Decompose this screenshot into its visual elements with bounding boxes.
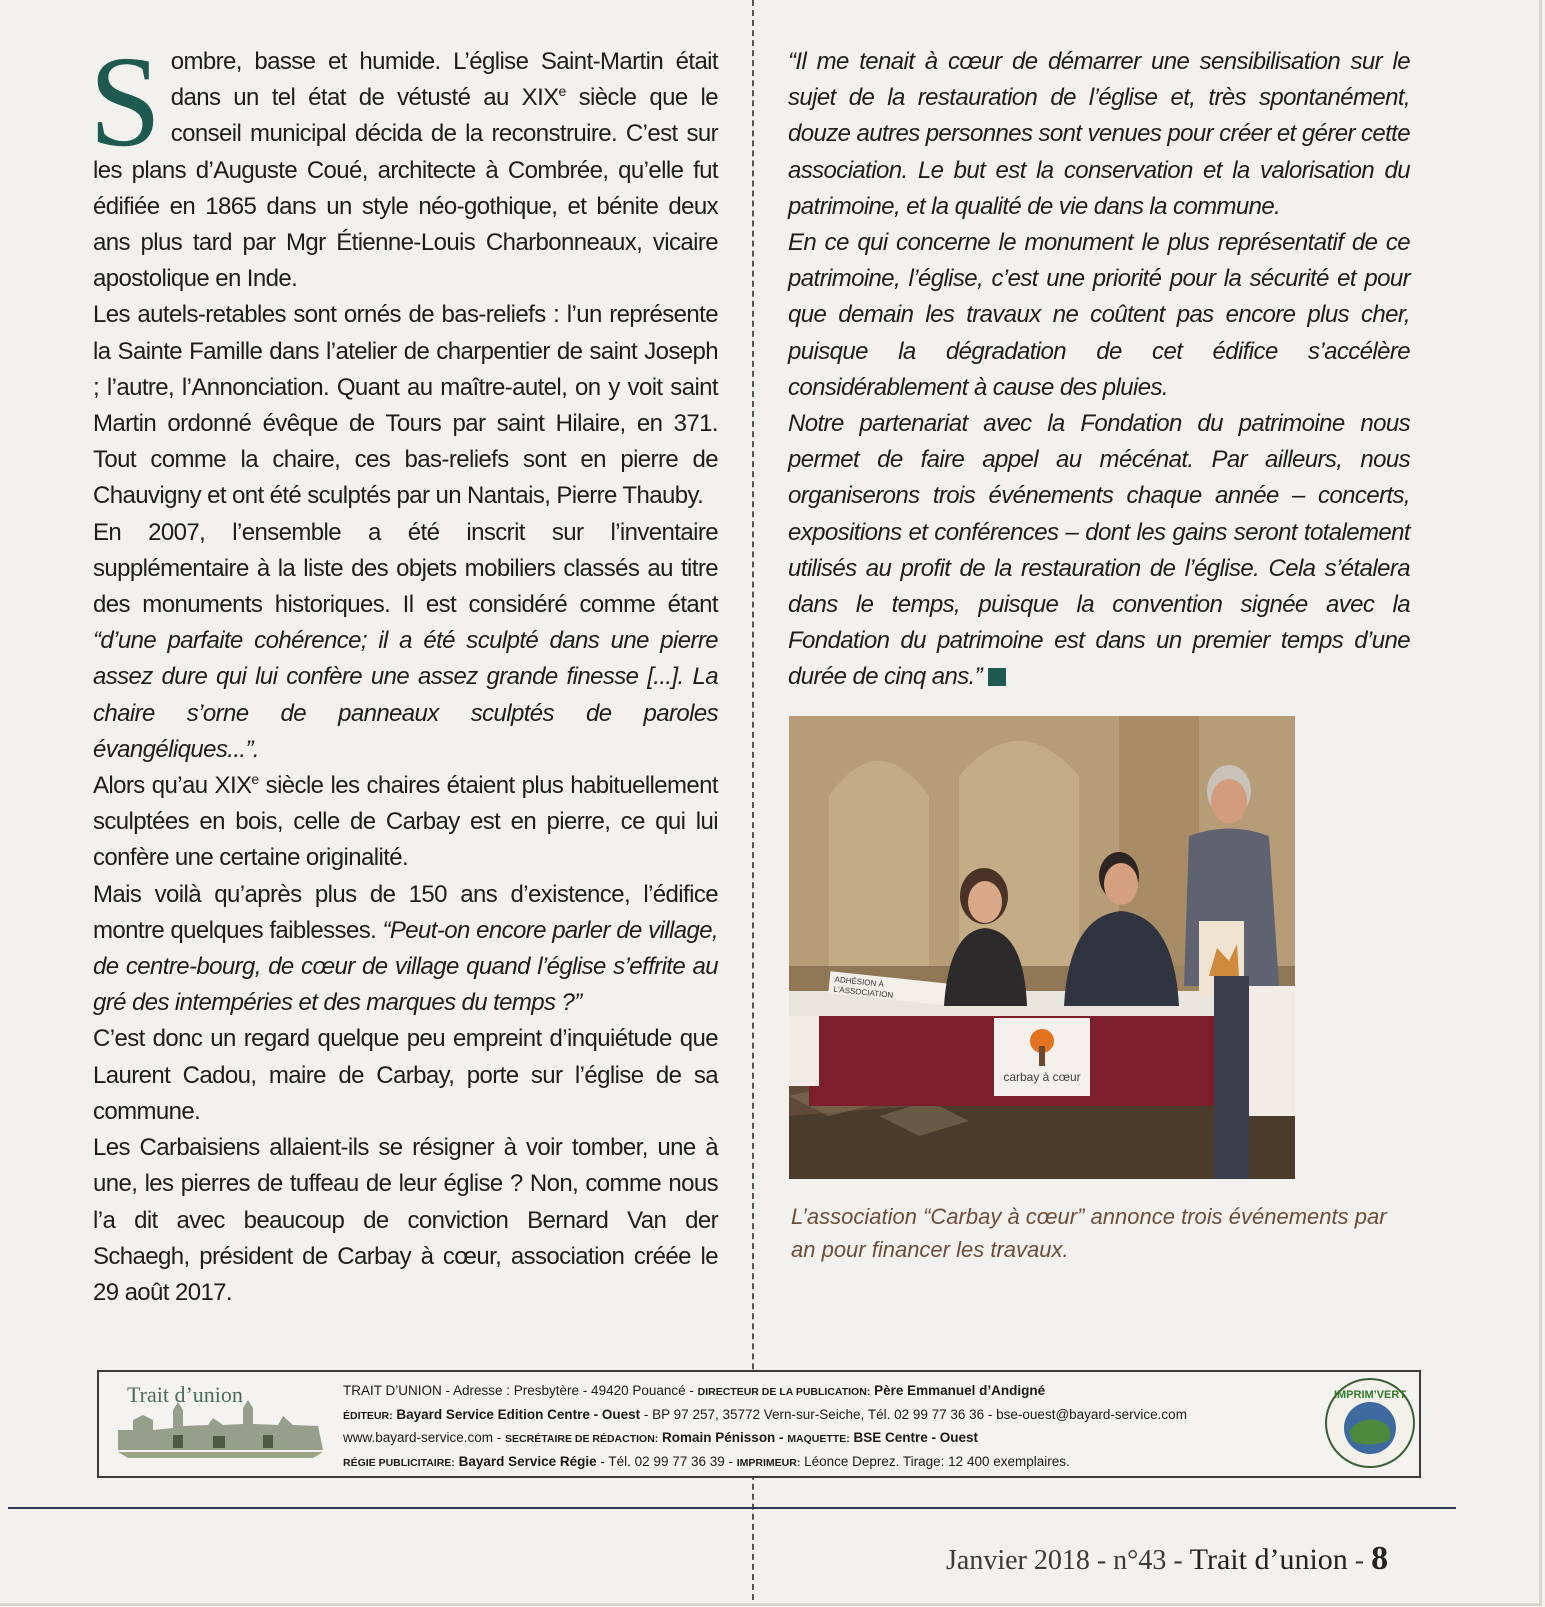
quote-paragraph-1: “Il me tenait à cœur de démarrer une sensibilisation sur le sujet de la restauration de l’église et, très spontanément, douze autres personnes sont venues pour créer et gérer cette association. Le but est la conservation et la valorisation du patrimoine, et la qualité de vie dans la commune. [788, 48, 1410, 220]
end-of-article-mark [988, 668, 1006, 686]
banner-text: carbay à cœur [1003, 1070, 1081, 1084]
paragraph-maire: C’est donc un regard quelque peu empreint d’inquiétude que Laurent Cadou, maire de Carbay, porte sur l’église de sa commune. [93, 1025, 718, 1125]
logo-text: Trait d’union [127, 1382, 243, 1407]
photo-caption: L’association “Carbay à cœur” annonce trois événements par an pour financer les travaux. [791, 1204, 1387, 1262]
page-number: 8 [1371, 1540, 1389, 1577]
bottom-rule [8, 1507, 1456, 1509]
imprint-line-1: TRAIT D’UNION - Adresse : Presbytère - 49420 Pouancé - DIRECTEUR DE LA PUBLICATION: Père Emmanuel d’Andigné [343, 1383, 1046, 1398]
article-right-column [788, 44, 1410, 696]
paragraph-inventaire: En 2007, l’ensemble a été inscrit sur l’inventaire supplémentaire à la liste des objets mobiliers classés au titre des monuments historiques. Il est considéré comme étant “d’une parfaite cohérence; il a été sculpté dans une pierre assez dure qui lui confère une assez grande finesse [...]. La chaire s’orne de panneaux sculptés de paroles évangéliques...”. [93, 518, 718, 763]
quote-inventaire: “d’une parfaite cohérence; il a été sculpté dans une pierre assez dure qui lui confère une assez grande finesse [...]. La chaire s’orne de panneaux sculptés de paroles évangéliques...”. [93, 627, 718, 763]
footer-date-issue: Janvier 2018 - n°43 [946, 1545, 1167, 1576]
paragraph-retables: Les autels-retables sont ornés de bas-reliefs : l’un représente la Sainte Famille dans l’atelier de charpentier de saint Joseph ; l’autre, l’Annonciation. Quant au maître-autel, on y voit saint Martin ordonné évêque de Tours par saint Hilaire, en 371. Tout comme la chaire, ces bas-reliefs sont en pierre de Chauvigny et ont été sculptés par un Nantais, Pierre Thauby. [93, 301, 718, 510]
imprint-line-3: www.bayard-service.com - SECRÉTAIRE DE RÉDACTION: Romain Pénisson - MAQUETTE: BSE Centre - Ouest [343, 1430, 979, 1445]
quote-village: “Peut-on encore parler de village, de centre-bourg, de cœur de village quand l’église s’effrite au gré des intempéries et des marques du temps ?” [93, 916, 719, 1017]
imprim-vert-icon [1323, 1376, 1417, 1470]
paragraph-intro: Sombre, basse et humide. L’église Saint-Martin était dans un tel état de vétusté au XIXe siècle que le conseil municipal décida de la reconstruire. C’est sur les plans d’Auguste Coué, architecte à Combrée, qu’elle fut édifiée en 1865 dans un style néo-gothique, et bénite deux ans plus tard par Mgr Étienne-Louis Charbonneaux, vicaire apostolique en Inde. [89, 30, 718, 293]
sign-text-1: ADHÉSION À [834, 974, 885, 989]
imprint-text [343, 1380, 1303, 1474]
paragraph-chaire: Alors qu’au XIXe siècle les chaires étaient plus habituellement sculptées en bois, celle de Carbay est en pierre, ce qui lui confère une certaine originalité. [93, 771, 718, 872]
photo-illustration [789, 716, 1295, 1179]
paragraph-faiblesses: Mais voilà qu’après plus de 150 ans d’existence, l’édifice montre quelques faiblesses. “Peut-on encore parler de village, de centre-bourg, de cœur de village quand l’église s’effrite au gré des intempéries et des marques du temps ?” [93, 880, 719, 1017]
column-divider [752, 0, 754, 1600]
quote-paragraph-2: En ce qui concerne le monument le plus représentatif de ce patrimoine, l’église, c’est une priorité pour la sécurité et pour que demain les travaux ne coûtent pas encore plus cher, puisque la dégradation de cet édifice s’accélère considérablement à cause des pluies. [788, 229, 1410, 401]
article-photo [789, 716, 1295, 1179]
drop-cap: S [89, 30, 161, 174]
sign-text-2: L’ASSOCIATION [833, 984, 894, 1000]
imprint-box [97, 1370, 1421, 1478]
article-left-column [89, 30, 719, 1311]
imprint-line-2: ÉDITEUR: Bayard Service Edition Centre - Ouest - BP 97 257, 35772 Vern-sur-Seiche, Tél. 02 99 77 36 36 - bse-ouest@bayard-service.com [343, 1406, 1187, 1422]
imprim-vert-badge [1323, 1376, 1417, 1470]
page-footer: Janvier 2018 - n°43 - Trait d’union - 8 [946, 1540, 1389, 1577]
footer-brand: Trait d’union [1189, 1543, 1348, 1576]
trait-dunion-logo [113, 1380, 328, 1460]
imprint-line-4: RÉGIE PUBLICITAIRE: Bayard Service Régie - Tél. 02 99 77 36 39 - IMPRIMEUR: Léonce Deprez. Tirage: 12 400 exemplaires. [343, 1453, 1070, 1469]
eco-label: IMPRIM’VERT [1333, 1389, 1407, 1401]
paragraph-carbaisiens: Les Carbaisiens allaient-ils se résigner à voir tomber, une à une, les pierres de tuffeau de leur église ? Non, comme nous l’a dit avec beaucoup de conviction Bernard Van der Schaegh, président de Carbay à cœur, association créée le 29 août 2017. [93, 1134, 718, 1306]
quote-paragraph-3: Notre partenariat avec la Fondation du patrimoine nous permet de faire appel au mécénat. Par ailleurs, nous organiserons trois événements chaque année – concerts, expositions et conférences – dont les gains seront totalement utilisés au profit de la restauration de l’église. Cela s’étalera dans le temps, puisque la convention signée avec la Fondation du patrimoine est dans un premier temps d’une durée de cinq ans.” [788, 410, 1410, 691]
